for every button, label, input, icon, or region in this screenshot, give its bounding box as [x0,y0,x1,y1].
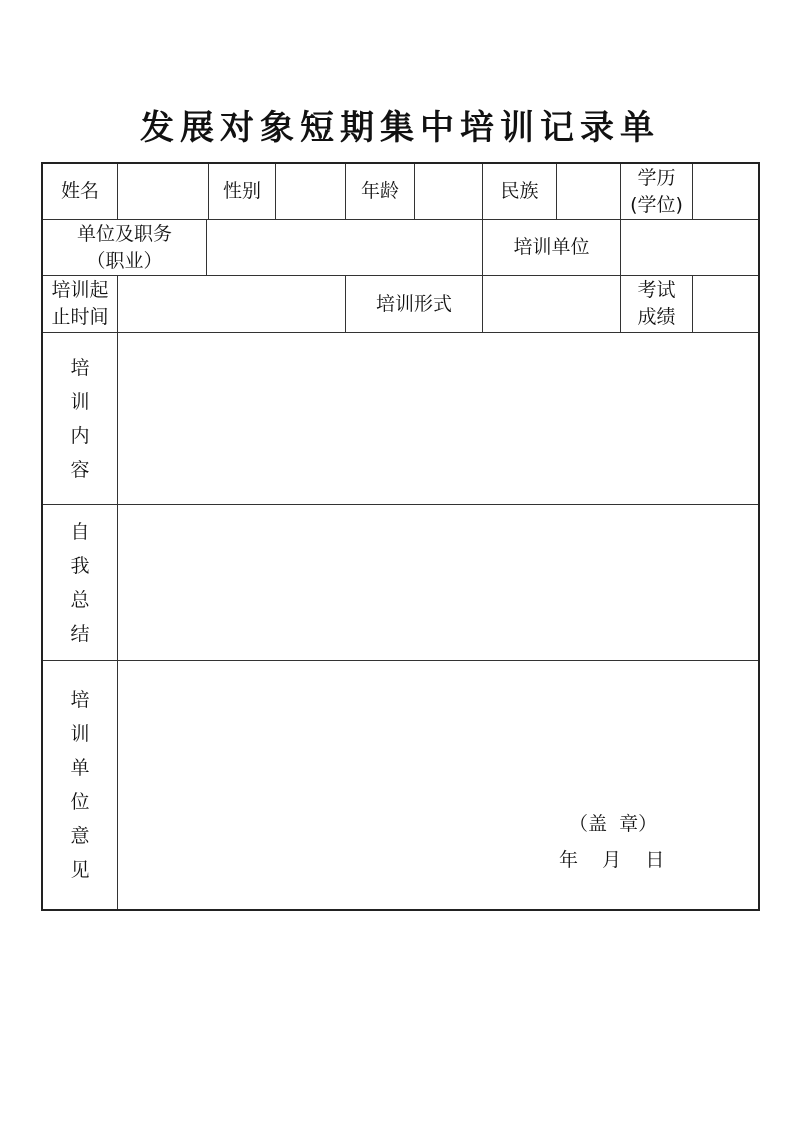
training-period-label-line2: 止时间 [51,306,109,328]
label-char: 结 [70,622,90,645]
label-char: 培 [70,356,90,379]
label-char: 意 [70,825,90,847]
exam-score-label [621,276,692,332]
training-content-field[interactable] [118,333,758,504]
gender-field[interactable] [276,164,345,219]
training-content-label [43,333,117,504]
unit-position-label-line2: （职业） [86,249,163,272]
education-field[interactable] [693,164,758,219]
age-field[interactable] [415,164,482,219]
label-char: 训 [70,723,90,745]
age-label: 年龄 [360,180,399,202]
self-summary-label [43,505,117,660]
label-char: 培 [70,689,90,711]
exam-score-label-line2: 成绩 [637,306,676,328]
training-form-field[interactable] [483,276,620,332]
unit-position-field[interactable] [207,220,482,275]
training-period-field[interactable] [118,276,345,332]
training-unit-field[interactable] [621,220,758,275]
training-unit-opinion-label [43,661,117,909]
name-field[interactable] [118,164,208,219]
unit-position-label-line1: 单位及职务 [76,222,172,245]
label-char: 内 [70,424,90,447]
education-label [621,164,692,219]
ethnicity-label: 民族 [500,180,539,202]
training-record-form [41,162,760,911]
label-char: 单 [70,757,90,779]
date-text: 年 月 日 [559,849,665,871]
self-summary-field[interactable] [118,505,758,660]
education-label-line2: (学位) [630,193,683,216]
ethnicity-field[interactable] [557,164,620,219]
training-form-label: 培训形式 [375,292,452,315]
education-label-line1: 学历 [637,166,676,189]
training-period-label [43,276,117,332]
label-char: 训 [70,390,90,413]
exam-score-label-line1: 考试 [637,279,676,301]
form-title: 发展对象短期集中培训记录单 [140,108,660,148]
label-char: 位 [70,791,90,813]
training-period-label-line1: 培训起 [51,279,109,301]
label-char: 自 [70,520,90,543]
label-char: 总 [70,588,90,611]
exam-score-field[interactable] [693,276,758,332]
unit-position-label [43,220,206,275]
seal-text: （盖 章） [569,813,658,835]
training-unit-label: 培训单位 [513,236,590,258]
name-label: 姓名 [60,180,99,202]
label-char: 容 [70,458,90,481]
label-char: 我 [70,554,90,577]
gender-label: 性别 [222,180,261,202]
label-char: 见 [70,859,90,881]
